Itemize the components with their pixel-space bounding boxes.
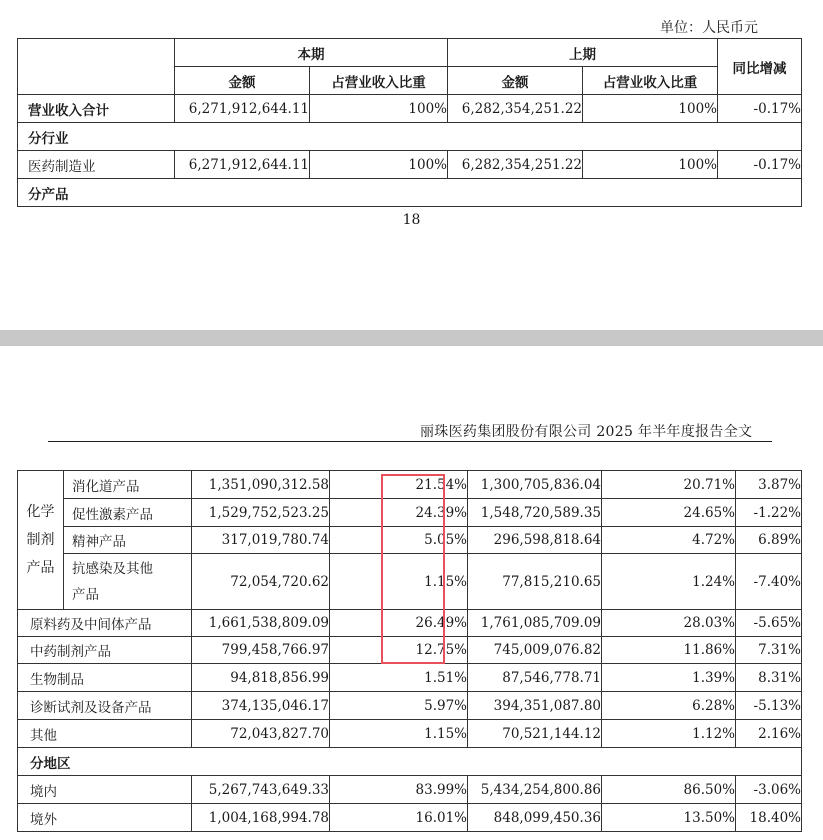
yoy-change: 6.89% [736, 527, 802, 554]
current-ratio: 1.15% [330, 720, 468, 748]
table-row [18, 776, 802, 804]
yoy-change: -0.17% [718, 151, 802, 179]
current-ratio: 5.05% [330, 527, 468, 554]
table-row [18, 95, 802, 123]
row-label: 境外 [18, 804, 192, 832]
current-ratio: 5.97% [330, 692, 468, 720]
previous-amount: 77,815,210.65 [468, 554, 602, 610]
previous-amount: 1,300,705,836.04 [468, 471, 602, 499]
yoy-change: -0.17% [718, 95, 802, 123]
yoy-change: 2.16% [736, 720, 802, 748]
previous-amount: 6,282,354,251.22 [448, 151, 583, 179]
yoy-change: -3.06% [736, 776, 802, 804]
section-label-product: 分产品 [18, 179, 802, 207]
previous-ratio: 1.12% [602, 720, 736, 748]
previous-amount: 848,099,450.36 [468, 804, 602, 832]
row-label: 原料药及中间体产品 [18, 610, 192, 637]
current-ratio: 26.49% [330, 610, 468, 637]
row-label: 中药制剂产品 [18, 637, 192, 664]
group-label-chemical [18, 471, 64, 610]
header-previous-ratio: 占营业收入比重 [583, 67, 718, 95]
current-ratio: 1.15% [330, 554, 468, 610]
table-row [18, 151, 802, 179]
previous-ratio: 1.39% [602, 664, 736, 692]
row-label: 医药制造业 [18, 151, 175, 179]
row-label: 营业收入合计 [18, 95, 175, 123]
row-label: 其他 [18, 720, 192, 748]
current-ratio: 100% [310, 151, 448, 179]
section-label-industry: 分行业 [18, 123, 802, 151]
current-ratio: 100% [310, 95, 448, 123]
previous-amount: 70,521,144.12 [468, 720, 602, 748]
previous-ratio: 13.50% [602, 804, 736, 832]
highlight-box [381, 474, 445, 664]
current-amount: 72,054,720.62 [192, 554, 330, 610]
section-label-region: 分地区 [18, 748, 802, 776]
group-label-line: 化学 [26, 504, 55, 520]
page-separator [0, 330, 823, 346]
previous-amount: 1,761,085,709.09 [468, 610, 602, 637]
current-amount: 72,043,827.70 [192, 720, 330, 748]
previous-amount: 1,548,720,589.35 [468, 499, 602, 527]
row-label [64, 554, 192, 610]
yoy-change: 18.40% [736, 804, 802, 832]
previous-amount: 87,546,778.71 [468, 664, 602, 692]
header-yoy-change: 同比增减 [718, 39, 802, 95]
previous-ratio: 28.03% [602, 610, 736, 637]
row-label: 境内 [18, 776, 192, 804]
row-label-line: 抗感染及其他 [72, 560, 153, 577]
table-row [18, 804, 802, 832]
previous-ratio: 1.24% [602, 554, 736, 610]
report-title: 丽珠医药集团股份有限公司 2025 年半年度报告全文 [420, 424, 753, 440]
previous-ratio: 6.28% [602, 692, 736, 720]
current-ratio: 12.75% [330, 637, 468, 664]
yoy-change: 3.87% [736, 471, 802, 499]
header-current-ratio: 占营业收入比重 [310, 67, 448, 95]
current-amount: 1,661,538,809.09 [192, 610, 330, 637]
current-amount: 1,004,168,994.78 [192, 804, 330, 832]
current-ratio: 21.54% [330, 471, 468, 499]
row-label: 诊断试剂及设备产品 [18, 692, 192, 720]
section-row [18, 123, 802, 151]
current-amount: 94,818,856.99 [192, 664, 330, 692]
revenue-table-top [17, 38, 802, 207]
section-row [18, 179, 802, 207]
yoy-change: -7.40% [736, 554, 802, 610]
previous-ratio: 100% [583, 95, 718, 123]
previous-amount: 394,351,087.80 [468, 692, 602, 720]
header-empty-cell [18, 39, 175, 95]
current-amount: 1,351,090,312.58 [192, 471, 330, 499]
current-amount: 1,529,752,523.25 [192, 499, 330, 527]
header-current-amount: 金额 [175, 67, 310, 95]
previous-ratio: 4.72% [602, 527, 736, 554]
table-row [18, 720, 802, 748]
header-current-period: 本期 [175, 39, 448, 67]
yoy-change: 8.31% [736, 664, 802, 692]
row-label-line: 产品 [72, 586, 99, 603]
previous-ratio: 86.50% [602, 776, 736, 804]
group-label-line: 产品 [26, 560, 55, 576]
yoy-change: -5.13% [736, 692, 802, 720]
current-ratio: 83.99% [330, 776, 468, 804]
previous-amount: 745,009,076.82 [468, 637, 602, 664]
header-rule [48, 441, 772, 442]
current-amount: 317,019,780.74 [192, 527, 330, 554]
current-amount: 799,458,766.97 [192, 637, 330, 664]
previous-ratio: 24.65% [602, 499, 736, 527]
section-row [18, 748, 802, 776]
row-label: 消化道产品 [64, 471, 192, 499]
current-amount: 6,271,912,644.11 [175, 95, 310, 123]
yoy-change: -1.22% [736, 499, 802, 527]
current-amount: 374,135,046.17 [192, 692, 330, 720]
previous-ratio: 100% [583, 151, 718, 179]
group-label-line: 制剂 [26, 532, 55, 548]
row-label: 促性激素产品 [64, 499, 192, 527]
unit-label: 单位：人民币元 [660, 20, 758, 36]
previous-amount: 5,434,254,800.86 [468, 776, 602, 804]
table-row [18, 664, 802, 692]
row-label: 精神产品 [64, 527, 192, 554]
header-previous-amount: 金额 [448, 67, 583, 95]
current-amount: 5,267,743,649.33 [192, 776, 330, 804]
previous-amount: 296,598,818.64 [468, 527, 602, 554]
table-row [18, 692, 802, 720]
previous-amount: 6,282,354,251.22 [448, 95, 583, 123]
page-number: 18 [402, 212, 421, 228]
yoy-change: -5.65% [736, 610, 802, 637]
header-previous-period: 上期 [448, 39, 718, 67]
previous-ratio: 11.86% [602, 637, 736, 664]
previous-ratio: 20.71% [602, 471, 736, 499]
yoy-change: 7.31% [736, 637, 802, 664]
row-label: 生物制品 [18, 664, 192, 692]
current-ratio: 16.01% [330, 804, 468, 832]
current-ratio: 1.51% [330, 664, 468, 692]
current-ratio: 24.39% [330, 499, 468, 527]
current-amount: 6,271,912,644.11 [175, 151, 310, 179]
